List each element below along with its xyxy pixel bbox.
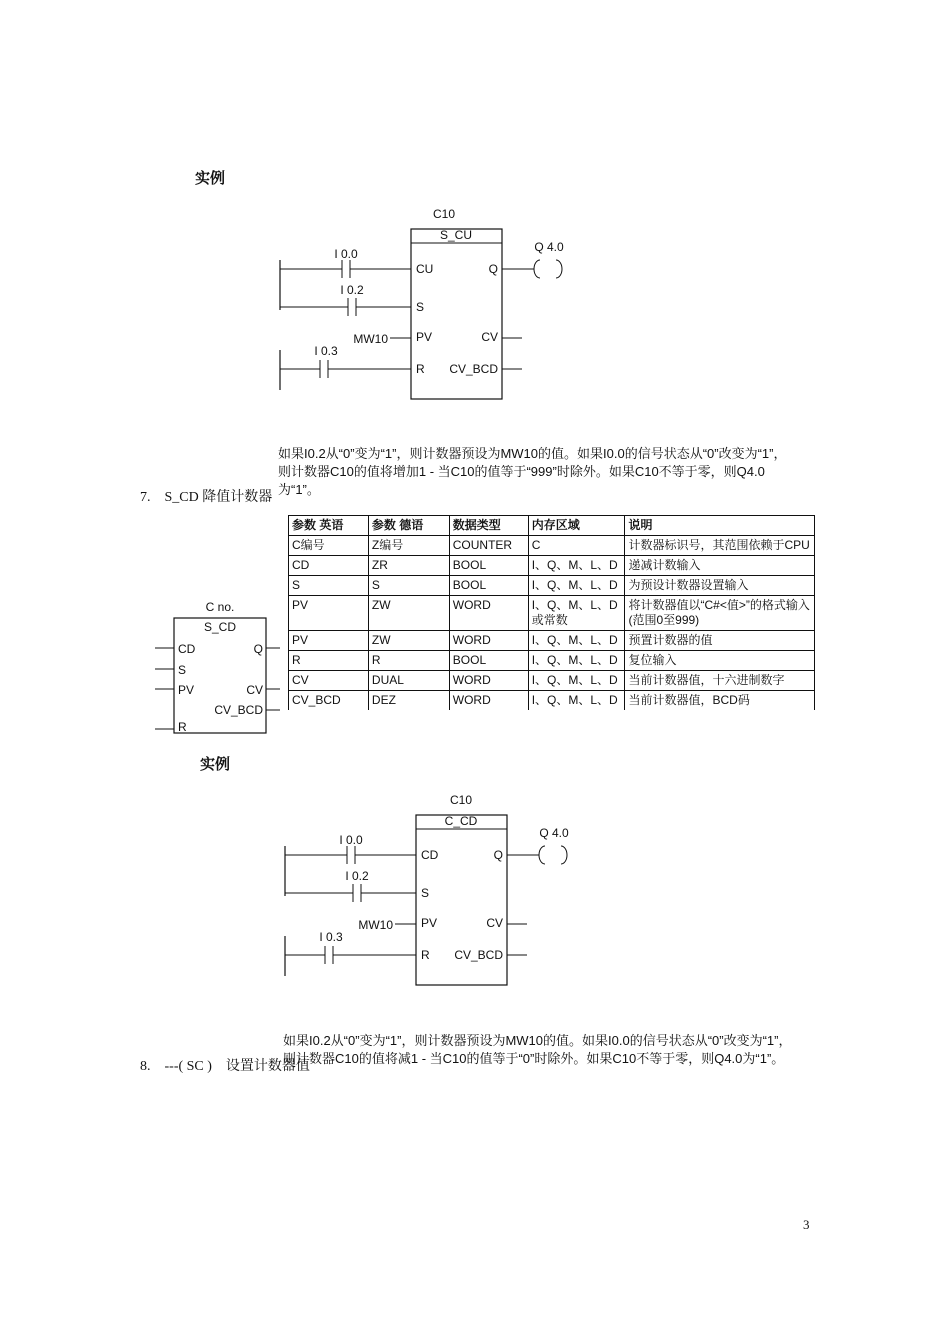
scd-block-symbol	[152, 596, 287, 741]
counter-label: C10	[432, 207, 456, 221]
contact-i02: I 0.2	[340, 283, 364, 297]
pin-r: R	[421, 948, 430, 962]
pin-cu: CU	[416, 262, 434, 276]
symbol-pin-s: S	[178, 663, 187, 677]
cell: 复位输入	[625, 651, 815, 671]
cell: ZW	[368, 631, 449, 651]
section7-heading: 7. S_CD 降值计数器	[140, 490, 273, 505]
symbol-pin-cd: CD	[178, 642, 196, 656]
ladder-diagram-1	[270, 200, 590, 410]
cell: ZW	[368, 596, 449, 631]
coil-left-arc	[539, 846, 545, 864]
pin-q: Q	[488, 262, 498, 276]
coil-right-arc	[561, 846, 567, 864]
symbol-pin-cv: CV	[246, 683, 263, 697]
cell: I、Q、M、L、D	[528, 691, 625, 711]
cell: R	[368, 651, 449, 671]
pin-pv: PV	[421, 916, 438, 930]
symbol-pin-q: Q	[253, 642, 263, 656]
cell: WORD	[449, 596, 528, 631]
pin-q: Q	[493, 848, 503, 862]
pin-cv: CV	[481, 330, 498, 344]
cell: R	[289, 651, 369, 671]
cell: CV	[289, 671, 369, 691]
pin-cv-bcd: CV_BCD	[449, 362, 498, 376]
table-row	[289, 651, 815, 671]
cell: CD	[289, 556, 369, 576]
cell: DEZ	[368, 691, 449, 711]
table-row	[289, 596, 815, 631]
block-type: S_CU	[439, 228, 473, 242]
contact-i00: I 0.0	[334, 247, 358, 261]
pv-operand: MW10	[353, 332, 388, 346]
symbol-pin-pv: PV	[178, 683, 195, 697]
cell: WORD	[449, 631, 528, 651]
contact-i02: I 0.2	[345, 869, 369, 883]
coil-right-arc	[556, 260, 562, 278]
symbol-pin-r: R	[178, 720, 187, 734]
block-type: C_CD	[444, 814, 478, 828]
pin-s: S	[421, 886, 430, 900]
cell: C编号	[289, 536, 369, 556]
cell: 为预设计数器设置输入	[625, 576, 815, 596]
pin-s: S	[416, 300, 425, 314]
cell: COUNTER	[449, 536, 528, 556]
table-row	[289, 631, 815, 651]
cell: S	[368, 576, 449, 596]
cell: BOOL	[449, 556, 528, 576]
cell: 预置计数器的值	[625, 631, 815, 651]
contact-i03: I 0.3	[314, 344, 338, 358]
table-row	[289, 576, 815, 596]
cell: C	[528, 536, 625, 556]
cell: S	[289, 576, 369, 596]
cell: Z编号	[368, 536, 449, 556]
contact-i00: I 0.0	[339, 833, 363, 847]
pin-r: R	[416, 362, 425, 376]
cell: 递减计数输入	[625, 556, 815, 576]
section8-heading: 8. ---( SC ) 设置计数器值	[140, 1059, 310, 1074]
cell: 当前计数器值，BCD码	[625, 691, 815, 711]
header-datatype: 数据类型	[449, 516, 528, 536]
example1-description: 如果I0.2从“0”变为“1”，则计数器预设为MW10的值。如果I0.0的信号状态从“0”改变为“1”，则计数器C10的值将增加1 - 当C10的值等于“999”时除外。如果C10不等于零，则Q4.0为“1”。	[278, 446, 787, 497]
coil-q40: Q 4.0	[539, 826, 569, 840]
cell: BOOL	[449, 576, 528, 596]
cell: PV	[289, 596, 369, 631]
pin-cv-bcd: CV_BCD	[454, 948, 503, 962]
cell: I、Q、M、L、D	[528, 576, 625, 596]
table-row	[289, 536, 815, 556]
header-description: 说明	[625, 516, 815, 536]
pin-pv: PV	[416, 330, 433, 344]
example2-heading: 实例	[200, 756, 231, 773]
pin-cd: CD	[421, 848, 439, 862]
symbol-pin-cv-bcd: CV_BCD	[214, 703, 263, 717]
ladder-diagram-2	[275, 786, 595, 996]
cell: 当前计数器值，十六进制数字	[625, 671, 815, 691]
pv-operand: MW10	[358, 918, 393, 932]
cell: ZR	[368, 556, 449, 576]
header-memory: 内存区域	[528, 516, 625, 536]
table-header-row	[289, 516, 815, 536]
table-row	[289, 691, 815, 711]
table-row	[289, 671, 815, 691]
coil-left-arc	[534, 260, 540, 278]
cell: 将计数器值以“C#<值>”的格式输入(范围0至999)	[625, 596, 815, 631]
page-number: 3	[803, 1217, 810, 1232]
cell: BOOL	[449, 651, 528, 671]
header-param-en: 参数 英语	[289, 516, 369, 536]
parameter-table	[288, 515, 815, 710]
cell: WORD	[449, 671, 528, 691]
cell: PV	[289, 631, 369, 651]
example2-description: 如果I0.2从“0”变为“1”，则计数器预设为MW10的值。如果I0.0的信号状态从“0”改变为“1”，则计数器C10的值将减1 - 当C10的值等于“0”时除外。如果C10不等于零，则Q4.0为“1”。	[283, 1033, 792, 1066]
cell: I、Q、M、L、D	[528, 556, 625, 576]
coil-q40: Q 4.0	[534, 240, 564, 254]
cell: I、Q、M、L、D	[528, 651, 625, 671]
table-row	[289, 556, 815, 576]
cell: I、Q、M、L、D	[528, 631, 625, 651]
cell: DUAL	[368, 671, 449, 691]
symbol-title: C no.	[205, 600, 235, 614]
pin-cv: CV	[486, 916, 503, 930]
cell: I、Q、M、L、D	[528, 671, 625, 691]
symbol-name: S_CD	[203, 620, 237, 634]
example1-heading: 实例	[195, 170, 226, 187]
cell: WORD	[449, 691, 528, 711]
contact-i03: I 0.3	[319, 930, 343, 944]
cell: CV_BCD	[289, 691, 369, 711]
cell: I、Q、M、L、D 或常数	[528, 596, 625, 631]
header-param-de: 参数 德语	[368, 516, 449, 536]
counter-label: C10	[449, 793, 473, 807]
cell: 计数器标识号，其范围依赖于CPU	[625, 536, 815, 556]
